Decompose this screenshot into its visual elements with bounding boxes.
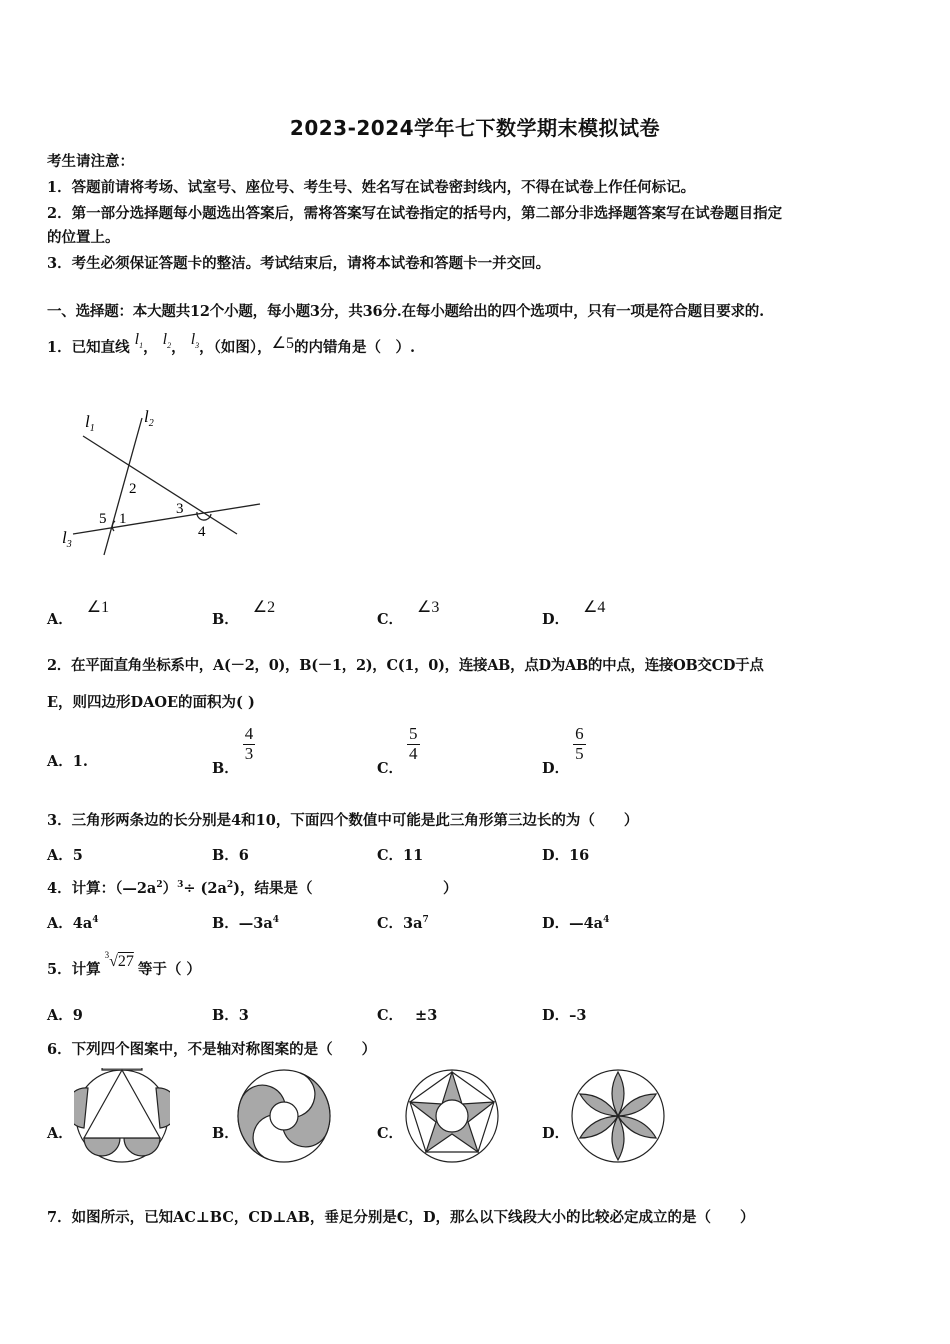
q6-option-b[interactable]: B． — [212, 1125, 239, 1142]
q2-option-d-num: 6 — [575, 724, 584, 743]
q3-option-d[interactable]: D．16 — [542, 847, 590, 864]
q1-option-a-value: ∠1 — [86, 599, 110, 616]
q2-option-b[interactable]: B． $\frac{4}{3}$ — [212, 724, 254, 778]
cube-root-27: $^3$√27 — [104, 949, 134, 970]
q1-prefix: 1．已知直线 — [47, 339, 130, 356]
q1-l1-sub: 1 — [139, 341, 144, 351]
q4-option-a[interactable]: A．$4a^4$ — [47, 915, 99, 932]
notice-item-2-cont: 的位置上。 — [47, 229, 120, 246]
q2-option-a-value: 1. — [72, 753, 88, 770]
label-l1: $l_1$ — [85, 412, 95, 434]
page-title: 2023-2024学年七下数学期末模拟试卷 — [289, 116, 661, 140]
q4-option-b[interactable]: B．$—3a^4$ — [212, 915, 280, 932]
q5-option-b-value: 3 — [238, 1007, 249, 1024]
label-angle-2: 2 — [129, 481, 137, 497]
q3-option-d-value: 16 — [569, 847, 590, 864]
q1-option-c-value: ∠3 — [417, 599, 440, 616]
q2-option-a[interactable]: A．1. — [47, 753, 88, 770]
q6-option-d[interactable]: D． — [542, 1125, 570, 1142]
q2-option-d-den: 5 — [575, 743, 584, 763]
notice-item-1: 1．答题前请将考场、试室号、座位号、考生号、姓名写在试卷密封线内，不得在试卷上作任何标记。 — [47, 179, 696, 196]
q1-l2: l — [162, 331, 168, 348]
q1-figure — [55, 400, 270, 560]
q1-suffix: 的内错角是（ ）. — [293, 339, 416, 356]
q2-option-c[interactable]: C． $\frac{5}{4}$ — [377, 724, 418, 778]
question-2-line-2: E，则四边形DAOE的面积为( ) — [47, 694, 255, 711]
question-1: 1．已知直线 $l_1$， $l_2$， $l_3$，（如图），∠5的内错角是（ ）. — [47, 331, 416, 356]
notice-item-2: 2．第一部分选择题每小题选出答案后，需将答案写在试卷指定的括号内，第二部分非选择题答案写在试卷题目指定 — [47, 205, 783, 222]
notice-item-3: 3．考生必须保证答题卡的整洁。考试结束后，请将本试卷和答题卡一并交回。 — [47, 255, 551, 272]
q6-figure-b[interactable] — [236, 1068, 332, 1164]
q1-option-d[interactable]: D．∠4 — [542, 599, 606, 628]
q5-option-a-value: 9 — [72, 1007, 83, 1024]
q1-l1: l — [134, 331, 140, 348]
q1-l3: l — [190, 331, 196, 348]
q1-mid: ，（如图）， — [199, 339, 272, 356]
label-l3: $l_3$ — [62, 528, 72, 550]
question-6: 6．下列四个图案中，不是轴对称图案的是（ ） — [47, 1041, 377, 1058]
q2-option-b-num: 4 — [244, 724, 254, 743]
q5-option-a[interactable]: A．9 — [47, 1007, 83, 1024]
question-3: 3．三角形两条边的长分别是4和10，下面四个数值中可能是此三角形第三边长的为（ ） — [47, 812, 639, 829]
q3-option-c-value: 11 — [403, 847, 424, 864]
q3-option-b[interactable]: B．6 — [212, 847, 249, 864]
q2-option-c-num: 5 — [409, 724, 418, 743]
q5-option-c[interactable]: C． ±3 — [377, 1007, 438, 1024]
q1-option-a[interactable]: A．∠1 — [47, 599, 110, 628]
q5-option-b[interactable]: B．3 — [212, 1007, 249, 1024]
q1-l2-sub: 2 — [167, 341, 172, 351]
question-7: 7．如图所示，已知AC⊥BC，CD⊥AB，垂足分别是C，D，那么以下线段大小的比较必定成立的是（ ） — [47, 1209, 755, 1226]
q3-option-a-value: 5 — [72, 847, 83, 864]
q2-option-c-den: 4 — [409, 743, 418, 763]
section-heading: 一、选择题：本大题共12个小题，每小题3分，共36分.在每小题给出的四个选项中，只有一项是符合题目要求的. — [47, 303, 764, 320]
q1-option-d-value: ∠4 — [583, 599, 606, 616]
q1-l3-sub: 3 — [195, 341, 200, 351]
q3-option-c[interactable]: C．11 — [377, 847, 424, 864]
q3-option-b-value: 6 — [238, 847, 249, 864]
q5-option-d-value: –3 — [569, 1007, 587, 1024]
q6-figure-d[interactable] — [570, 1068, 666, 1164]
label-angle-4: 4 — [198, 524, 206, 540]
q6-figure-c[interactable] — [404, 1068, 500, 1164]
label-angle-1: 1 — [119, 511, 127, 527]
q6-figure-a[interactable] — [74, 1068, 170, 1164]
q2-option-d[interactable]: D． $\frac{6}{5}$ — [542, 724, 584, 778]
q6-option-c[interactable]: C． — [377, 1125, 404, 1142]
q1-angle: ∠5 — [271, 335, 294, 352]
q1-option-c[interactable]: C．∠3 — [377, 599, 440, 628]
q3-option-a[interactable]: A．5 — [47, 847, 83, 864]
q5-option-c-value: ±3 — [415, 1007, 438, 1024]
q4-option-c[interactable]: C．$3a^7$ — [377, 915, 429, 932]
q5-option-d[interactable]: D．–3 — [542, 1007, 587, 1024]
question-4: 4．计算：$(—2a^2)^3\div (2a^2)$，结果是（ ） — [47, 880, 458, 897]
q2-option-b-den: 3 — [244, 743, 254, 763]
q4-option-d[interactable]: D．$—4a^4$ — [542, 915, 610, 932]
question-2-line-1: 2．在平面直角坐标系中，A(－2，0)，B(－1，2)，C(1，0)，连接AB，点D为AB的中点，连接OB交CD于点 — [47, 657, 764, 674]
notice-heading: 考生请注意： — [47, 153, 134, 170]
label-angle-3: 3 — [176, 501, 184, 517]
label-l2: $l_2$ — [144, 407, 154, 429]
question-5: 5．计算$^3$√27 等于（ ） — [47, 949, 201, 978]
q1-option-b[interactable]: B．∠2 — [212, 599, 276, 628]
label-angle-5: 5 — [99, 511, 107, 527]
q6-option-a[interactable]: A． — [47, 1125, 73, 1142]
q1-option-b-value: ∠2 — [252, 599, 276, 616]
